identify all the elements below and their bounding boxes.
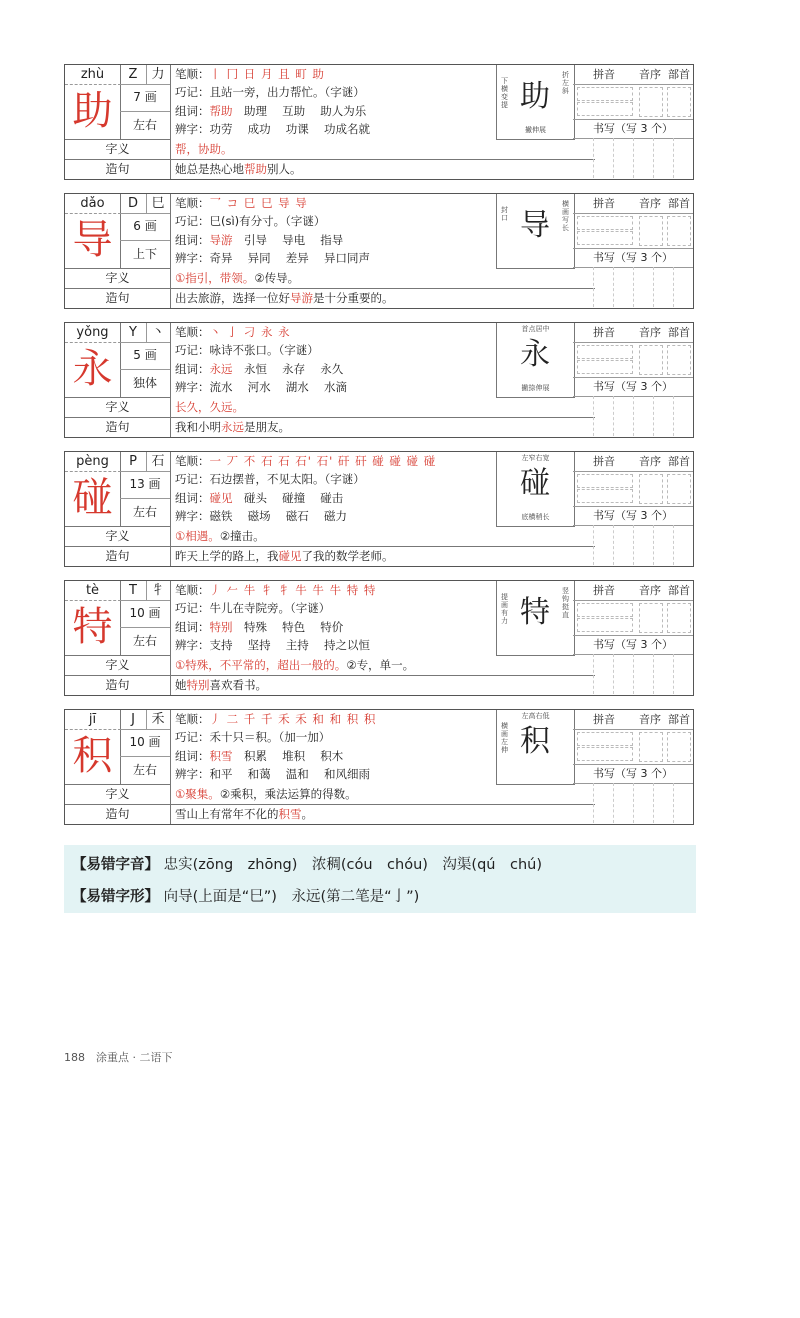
meaning-label: 字义	[65, 268, 171, 289]
common-mistakes-box	[64, 845, 696, 913]
character-card	[64, 64, 694, 180]
practice-area	[573, 452, 693, 566]
demo-tip-left: 提画有力	[501, 593, 508, 625]
practice-area	[573, 581, 693, 695]
sentence-label: 造句	[65, 159, 171, 179]
demo-tip-left: 横画左伸	[501, 722, 508, 754]
char-large: 永	[65, 342, 121, 398]
writing-grid-line	[613, 267, 614, 307]
char-large: 特	[65, 600, 121, 656]
writing-grid-line	[593, 783, 594, 823]
distinguish-text: 磁铁 磁场 磁石 磁力	[209, 508, 347, 523]
radical-header: 部首	[665, 710, 693, 730]
sentence-highlight: 碰见	[278, 549, 302, 563]
meaning-text	[171, 397, 595, 418]
practice-box	[667, 216, 691, 246]
char-large: 碰	[65, 471, 121, 527]
radical-header: 部首	[665, 194, 693, 214]
char-radical: 力	[146, 65, 171, 85]
write-header: 书写（写 3 个）	[573, 635, 693, 655]
mnemonic-text: 巳(sì)有分寸。（字谜）	[209, 214, 326, 229]
writing-grid-line	[613, 654, 614, 694]
writing-grid-line	[633, 396, 634, 436]
meaning-highlight: 长久，久远。	[175, 400, 244, 414]
stroke-order-sequence: 丿 𠂉 牛 牜 牜 牛 牛 牛 特 特	[209, 583, 377, 597]
write-header: 书写（写 3 个）	[573, 764, 693, 784]
meaning-highlight: ①相遇。	[175, 529, 220, 543]
words-row	[175, 231, 492, 249]
sentence-post: 是朋友。	[244, 420, 290, 434]
mnemonic-text: 且站一旁，出力帮忙。（字谜）	[209, 85, 365, 100]
sentence-label: 造句	[65, 288, 171, 308]
words-rest: 永恒 永存 永久	[232, 361, 344, 376]
practice-box	[577, 489, 633, 503]
practice-box	[577, 216, 633, 230]
words-highlight: 碰见	[209, 490, 233, 505]
sound-order-letter: Y	[120, 323, 147, 343]
mnemonic-label: 巧记：	[175, 472, 210, 487]
writing-grid-line	[633, 654, 634, 694]
sound-order-header: 音序	[635, 323, 665, 343]
char-info	[171, 710, 496, 784]
write-header: 书写（写 3 个）	[573, 248, 693, 268]
stroke-order-label: 笔顺：	[175, 583, 210, 597]
practice-box	[667, 732, 691, 762]
char-pinyin: zhù	[65, 65, 121, 85]
char-large: 积	[65, 729, 121, 785]
mnemonic-label: 巧记：	[175, 730, 210, 745]
words-highlight: 帮助	[209, 103, 233, 118]
words-label: 组词：	[175, 619, 210, 634]
meaning-text	[171, 139, 595, 160]
writing-grid-line	[653, 525, 654, 565]
writing-grid-line	[633, 267, 634, 307]
pinyin-header: 拼音	[573, 194, 635, 214]
practice-area	[573, 323, 693, 437]
sound-order-header: 音序	[635, 710, 665, 730]
sentence-pre: 她	[175, 678, 187, 692]
writing-demo-box	[496, 710, 575, 785]
character-card	[64, 193, 694, 309]
char-large: 助	[65, 84, 121, 140]
char-info	[171, 194, 496, 268]
words-rest: 助理 互助 助人为乐	[232, 103, 367, 118]
stroke-order-row	[175, 194, 492, 212]
write-header: 书写（写 3 个）	[573, 377, 693, 397]
writing-grid-line	[633, 525, 634, 565]
practice-area	[573, 710, 693, 824]
words-row	[175, 747, 492, 765]
writing-grid-line	[593, 654, 594, 694]
sentence-highlight: 导游	[290, 291, 313, 305]
words-row	[175, 102, 492, 120]
mnemonic-text: 牛儿在寺院旁。（字谜）	[209, 601, 331, 616]
meaning-text	[171, 655, 595, 676]
distinguish-row	[175, 378, 492, 396]
demo-tip-bottom: 撇捺伸展	[521, 384, 550, 392]
writing-grid-line	[613, 525, 614, 565]
stroke-order-row	[175, 581, 492, 599]
character-card	[64, 709, 694, 825]
char-radical: 丶	[146, 323, 171, 343]
sentence-label: 造句	[65, 804, 171, 824]
sound-order-header: 音序	[635, 65, 665, 85]
writing-demo-box	[496, 452, 575, 527]
demo-tip-top: 左窄右宽	[521, 454, 550, 462]
char-structure: 左右	[120, 111, 171, 140]
meaning-highlight: ①聚集。	[175, 787, 220, 801]
mnemonic-label: 巧记：	[175, 85, 210, 100]
stroke-order-label: 笔顺：	[175, 325, 210, 339]
sentence-post: 别人。	[267, 162, 302, 176]
practice-box	[577, 732, 633, 746]
mnemonic-row	[175, 83, 492, 101]
stroke-order-row	[175, 710, 492, 728]
pinyin-header: 拼音	[573, 710, 635, 730]
char-radical: 牜	[146, 581, 171, 601]
meaning-text	[171, 268, 595, 289]
distinguish-row	[175, 765, 492, 783]
distinguish-label: 辨字：	[175, 250, 210, 265]
writing-grid-line	[593, 525, 594, 565]
stroke-order-sequence: 丨 冂 日 月 且 町 助	[209, 67, 325, 81]
words-label: 组词：	[175, 361, 210, 376]
practice-box	[667, 345, 691, 375]
meaning-label: 字义	[65, 655, 171, 676]
words-rest: 引导 导电 指导	[232, 232, 344, 247]
distinguish-text: 奇异 异同 差异 异口同声	[209, 250, 370, 265]
sentence-pre: 雪山上有常年不化的	[175, 807, 279, 821]
char-info	[171, 323, 496, 397]
stroke-order-label: 笔顺：	[175, 67, 210, 81]
distinguish-row	[175, 120, 492, 138]
words-highlight: 特别	[209, 619, 233, 634]
stroke-order-label: 笔顺：	[175, 712, 210, 726]
writing-grid-line	[673, 525, 674, 565]
sentence-pre: 我和小明	[175, 420, 221, 434]
sentence-label: 造句	[65, 675, 171, 695]
writing-demo-box	[496, 581, 575, 656]
writing-grid-line	[593, 138, 594, 178]
demo-char: 导	[520, 208, 550, 243]
practice-box	[667, 474, 691, 504]
stroke-count: 6 画	[120, 213, 171, 241]
demo-tip-bottom: 底横稍长	[521, 513, 550, 521]
words-rest: 特殊 特色 特价	[232, 619, 344, 634]
practice-box	[639, 474, 663, 504]
sentence-post: 了我的数学老师。	[301, 549, 394, 563]
radical-header: 部首	[665, 581, 693, 601]
stroke-order-sequence: 丿 二 千 千 禾 禾 和 和 积 积	[209, 712, 377, 726]
char-info	[171, 452, 496, 526]
distinguish-text: 功劳 成功 功课 功成名就	[209, 121, 370, 136]
writing-demo-box	[496, 323, 575, 398]
distinguish-text: 和平 和蔼 温和 和风细雨	[209, 766, 370, 781]
sentence-pre: 出去旅游，选择一位好	[175, 291, 290, 305]
write-header: 书写（写 3 个）	[573, 506, 693, 526]
distinguish-text: 流水 河水 湖水 水滴	[209, 379, 347, 394]
char-pinyin: dǎo	[65, 194, 121, 214]
stroke-count: 10 画	[120, 729, 171, 757]
meaning-highlight: ①指引，带领。	[175, 271, 255, 285]
stroke-count: 10 画	[120, 600, 171, 628]
practice-box	[639, 603, 663, 633]
character-card	[64, 451, 694, 567]
mnemonic-row	[175, 341, 492, 359]
writing-grid-line	[673, 654, 674, 694]
practice-box	[639, 345, 663, 375]
stroke-order-label: 笔顺：	[175, 454, 210, 468]
practice-box	[577, 618, 633, 632]
practice-area	[573, 194, 693, 308]
sentence-label: 造句	[65, 546, 171, 566]
writing-demo-box	[496, 65, 575, 140]
distinguish-label: 辨字：	[175, 766, 210, 781]
practice-box	[639, 732, 663, 762]
meaning-highlight: ①特殊，不平常的，超出一般的。	[175, 658, 347, 672]
write-header: 书写（写 3 个）	[573, 119, 693, 139]
words-rest: 积累 堆积 积木	[232, 748, 344, 763]
meaning-label: 字义	[65, 139, 171, 160]
sound-order-letter: J	[120, 710, 147, 730]
words-label: 组词：	[175, 103, 210, 118]
sentence-highlight: 永远	[221, 420, 244, 434]
practice-box	[577, 360, 633, 374]
shape-mistakes-row	[72, 885, 419, 906]
radical-header: 部首	[665, 452, 693, 472]
char-radical: 巳	[146, 194, 171, 214]
mnemonic-text: 禾十只＝积。（加一加）	[209, 730, 331, 745]
distinguish-label: 辨字：	[175, 637, 210, 652]
pinyin-header: 拼音	[573, 581, 635, 601]
writing-demo-box	[496, 194, 575, 269]
writing-grid-line	[653, 396, 654, 436]
sentence-label: 造句	[65, 417, 171, 437]
sound-order-header: 音序	[635, 581, 665, 601]
mnemonic-label: 巧记：	[175, 601, 210, 616]
demo-char: 碰	[520, 466, 550, 501]
radical-header: 部首	[665, 65, 693, 85]
words-row	[175, 618, 492, 636]
practice-box	[667, 87, 691, 117]
words-label: 组词：	[175, 490, 210, 505]
char-info	[171, 581, 496, 655]
writing-grid-line	[593, 396, 594, 436]
pinyin-header: 拼音	[573, 452, 635, 472]
stroke-count: 13 画	[120, 471, 171, 499]
char-structure: 左右	[120, 498, 171, 527]
demo-tip-right: 折左斜	[562, 71, 569, 95]
meaning-rest: ②乘积，乘法运算的得数。	[219, 787, 357, 801]
writing-grid-line	[613, 396, 614, 436]
meaning-label: 字义	[65, 526, 171, 547]
sound-order-header: 音序	[635, 194, 665, 214]
demo-tip-left: 封口	[501, 206, 508, 222]
words-row	[175, 360, 492, 378]
words-label: 组词：	[175, 748, 210, 763]
sentence-highlight: 特别	[186, 678, 210, 692]
stroke-order-row	[175, 323, 492, 341]
meaning-rest: ②专，单一。	[346, 658, 415, 672]
sentence-pre: 她总是热心地	[175, 162, 244, 176]
char-pinyin: yǒng	[65, 323, 121, 343]
writing-grid-line	[633, 138, 634, 178]
stroke-order-sequence: 一 丆 不 石 石 石' 石' 矸 矸 碰 碰 碰 碰	[209, 454, 437, 468]
meaning-text	[171, 784, 595, 805]
sound-mistakes-items: 忠实(zōng zhōng) 浓稠(cóu chóu) 沟渠(qú chú)	[163, 857, 542, 873]
char-pinyin: jī	[65, 710, 121, 730]
writing-grid-line	[673, 138, 674, 178]
writing-grid-line	[613, 783, 614, 823]
mnemonic-text: 咏诗不张口。（字谜）	[209, 343, 319, 358]
writing-grid-line	[673, 396, 674, 436]
stroke-count: 5 画	[120, 342, 171, 370]
demo-tip-left: 下横变提	[501, 77, 508, 109]
mnemonic-row	[175, 470, 492, 488]
stroke-order-row	[175, 65, 492, 83]
meaning-rest: ②传导。	[254, 271, 300, 285]
sound-mistakes-label: 【易错字音】	[72, 857, 159, 873]
meaning-highlight: 帮，协助。	[175, 142, 233, 156]
practice-box	[577, 603, 633, 617]
writing-grid-line	[673, 267, 674, 307]
distinguish-label: 辨字：	[175, 121, 210, 136]
distinguish-row	[175, 507, 492, 525]
practice-box	[667, 603, 691, 633]
char-structure: 左右	[120, 756, 171, 785]
character-card	[64, 322, 694, 438]
sound-order-letter: T	[120, 581, 147, 601]
char-info	[171, 65, 496, 139]
sentence-post: 喜欢看书。	[209, 678, 267, 692]
stroke-order-row	[175, 452, 492, 470]
character-card	[64, 580, 694, 696]
practice-box	[577, 102, 633, 116]
writing-grid-line	[653, 267, 654, 307]
meaning-text	[171, 526, 595, 547]
distinguish-label: 辨字：	[175, 379, 210, 394]
char-pinyin: tè	[65, 581, 121, 601]
demo-tip-top: 左高右低	[521, 712, 550, 720]
meaning-label: 字义	[65, 784, 171, 805]
pinyin-header: 拼音	[573, 65, 635, 85]
meaning-label: 字义	[65, 397, 171, 418]
radical-header: 部首	[665, 323, 693, 343]
demo-tip-right: 横画写长	[562, 200, 569, 232]
sentence-highlight: 帮助	[244, 162, 267, 176]
mnemonic-row	[175, 212, 492, 230]
writing-grid-line	[613, 138, 614, 178]
writing-grid-line	[653, 783, 654, 823]
sentence-post: 是十分重要的。	[313, 291, 394, 305]
distinguish-text: 支持 坚持 主持 持之以恒	[209, 637, 370, 652]
sound-order-header: 音序	[635, 452, 665, 472]
mnemonic-label: 巧记：	[175, 343, 210, 358]
mnemonic-text: 石边摆普，不见太阳。（字谜）	[209, 472, 365, 487]
demo-char: 助	[520, 79, 550, 114]
distinguish-row	[175, 636, 492, 654]
practice-box	[577, 231, 633, 245]
stroke-order-label: 笔顺：	[175, 196, 210, 210]
practice-box	[577, 345, 633, 359]
page-footer: 188 涂重点 · 二语下	[64, 1051, 173, 1064]
stroke-order-sequence: 丶 亅 刁 永 永	[209, 325, 291, 339]
sound-order-letter: P	[120, 452, 147, 472]
char-radical: 禾	[146, 710, 171, 730]
words-rest: 碰头 碰撞 碰击	[232, 490, 344, 505]
char-large: 导	[65, 213, 121, 269]
words-highlight: 导游	[209, 232, 233, 247]
demo-char: 积	[520, 724, 550, 759]
sound-order-letter: D	[120, 194, 147, 214]
practice-box	[577, 474, 633, 488]
sound-order-letter: Z	[120, 65, 147, 85]
char-structure: 上下	[120, 240, 171, 269]
mnemonic-row	[175, 599, 492, 617]
demo-tip-top: 首点居中	[521, 325, 550, 333]
shape-mistakes-label: 【易错字形】	[72, 889, 159, 905]
practice-area	[573, 65, 693, 179]
demo-char: 永	[520, 337, 550, 372]
practice-box	[639, 216, 663, 246]
sentence-highlight: 积雪	[278, 807, 302, 821]
demo-char: 特	[520, 595, 550, 630]
shape-mistakes-items: 向导(上面是“巳”) 永远(第二笔是“亅”)	[163, 889, 420, 905]
words-highlight: 积雪	[209, 748, 233, 763]
words-highlight: 永远	[209, 361, 233, 376]
writing-grid-line	[653, 654, 654, 694]
practice-box	[639, 87, 663, 117]
char-structure: 独体	[120, 369, 171, 398]
char-radical: 石	[146, 452, 171, 472]
stroke-order-sequence: 乛 コ 巳 巳 导 导	[209, 196, 308, 210]
meaning-rest: ②撞击。	[219, 529, 265, 543]
sentence-post: 。	[301, 807, 313, 821]
demo-tip-right: 竖钩挺直	[562, 587, 569, 619]
sentence-pre: 昨天上学的路上，我	[175, 549, 279, 563]
mnemonic-row	[175, 728, 492, 746]
practice-box	[577, 87, 633, 101]
sound-mistakes-row	[72, 853, 542, 874]
demo-tip-bottom: 撇伸展	[525, 126, 546, 134]
distinguish-row	[175, 249, 492, 267]
distinguish-label: 辨字：	[175, 508, 210, 523]
words-row	[175, 489, 492, 507]
stroke-count: 7 画	[120, 84, 171, 112]
char-structure: 左右	[120, 627, 171, 656]
char-pinyin: pèng	[65, 452, 121, 472]
mnemonic-label: 巧记：	[175, 214, 210, 229]
practice-box	[577, 747, 633, 761]
writing-grid-line	[633, 783, 634, 823]
writing-grid-line	[593, 267, 594, 307]
writing-grid-line	[673, 783, 674, 823]
words-label: 组词：	[175, 232, 210, 247]
pinyin-header: 拼音	[573, 323, 635, 343]
writing-grid-line	[653, 138, 654, 178]
